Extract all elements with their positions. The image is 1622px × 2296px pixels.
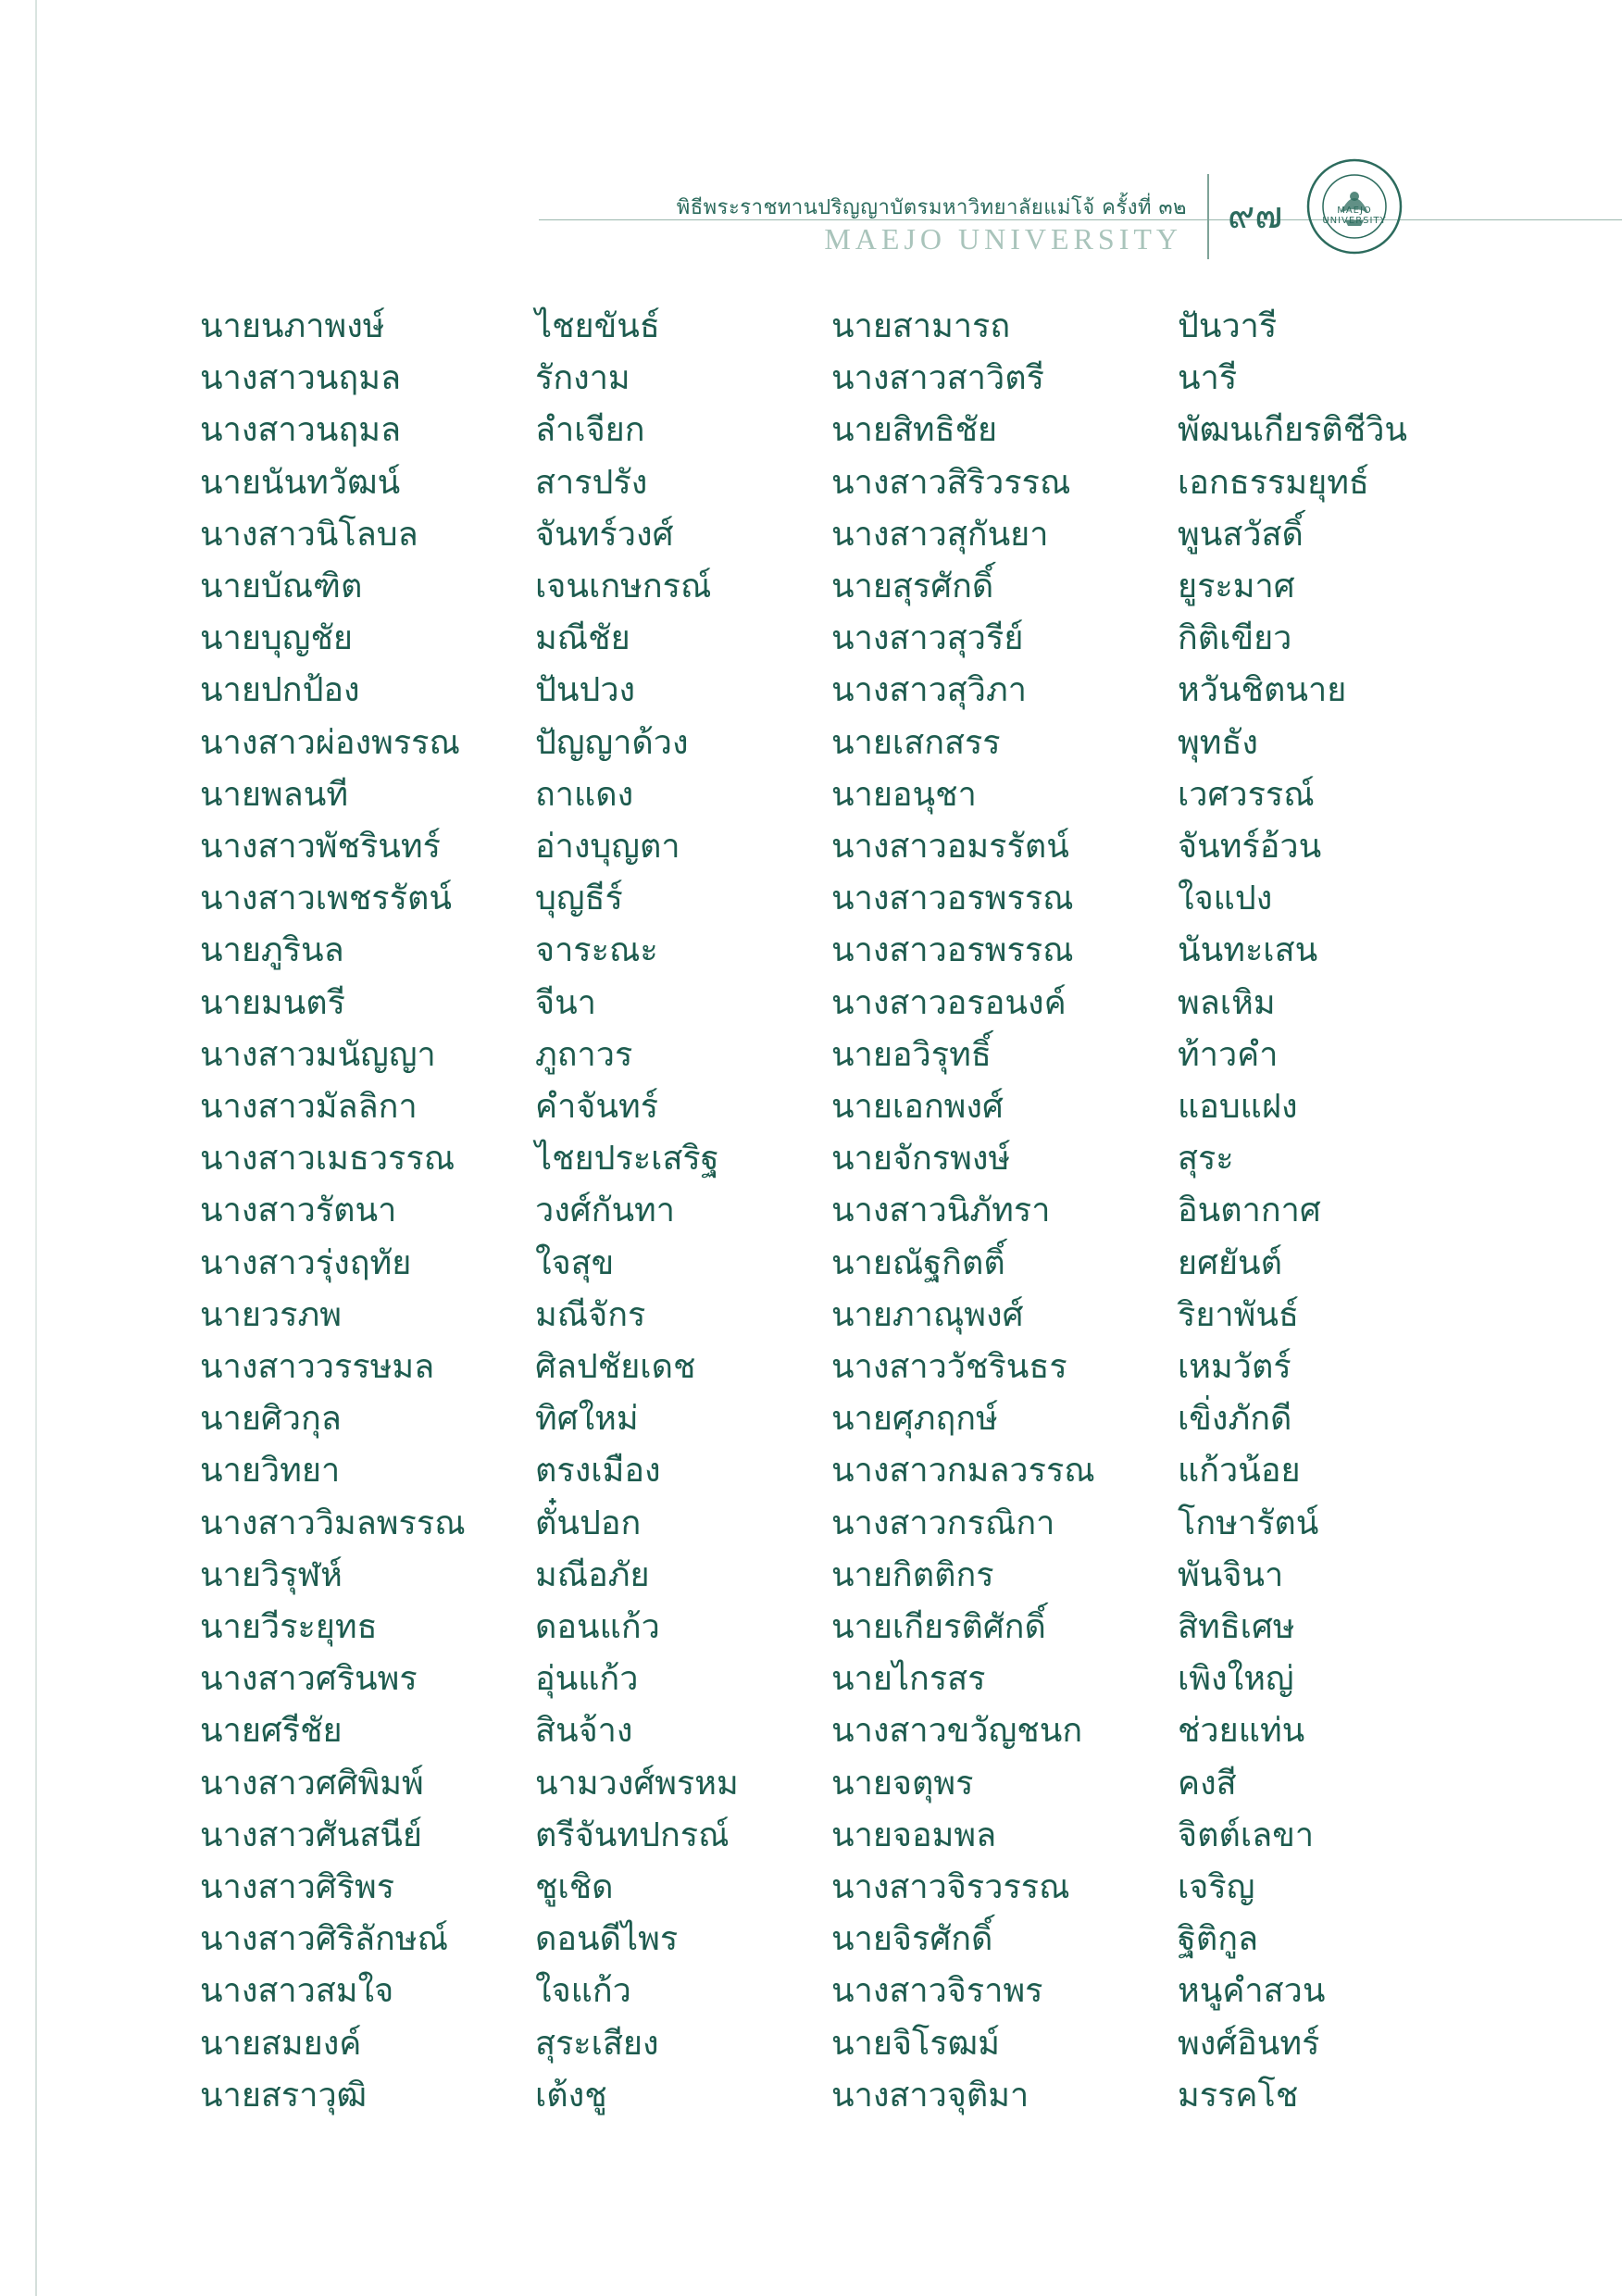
first-name-left: นายวิทยา <box>200 1452 341 1491</box>
surname-left: วงศ์กันทา <box>535 1192 675 1230</box>
surname-right: ยูระมาศ <box>1178 568 1295 605</box>
name-row <box>0 1498 1622 1550</box>
name-row <box>0 613 1622 665</box>
surname-left: ตั๋นปอก <box>535 1504 642 1542</box>
first-name-left: นางสาวศิริลักษณ์ <box>200 1920 448 1959</box>
surname-left: จันทร์วงศ์ <box>535 515 674 554</box>
first-name-left: นายมนตรี <box>200 983 345 1022</box>
first-name-right: นางสาวนิภัทรา <box>831 1192 1051 1230</box>
name-row <box>0 1810 1622 1862</box>
surname-left: ใจสุข <box>535 1243 615 1282</box>
surname-right: ฐิติกูล <box>1178 1920 1259 1959</box>
first-name-left: นายพลนที <box>200 775 349 814</box>
surname-right: กิติเขียว <box>1178 619 1292 658</box>
surname-right: พุทธัง <box>1178 723 1259 762</box>
surname-left: ชูเชิด <box>535 1868 614 1906</box>
first-name-left: นายวิรุฬห์ <box>200 1555 343 1594</box>
surname-left: ภูถาวร <box>535 1035 633 1074</box>
first-name-right: นายไกรสร <box>831 1660 986 1699</box>
first-name-left: นางสาวมัลลิกา <box>200 1088 418 1126</box>
first-name-left: นายปกป้อง <box>200 671 360 710</box>
name-row <box>0 1445 1622 1497</box>
surname-left: สินจ้าง <box>535 1712 633 1751</box>
surname-left: ตรีจันทปกรณ์ <box>535 1816 730 1854</box>
first-name-right: นายจิรศักดิ์ <box>831 1920 993 1959</box>
first-name-left: นายนันทวัฒน์ <box>200 463 401 502</box>
first-name-left: นางสาวสมใจ <box>200 1972 394 2011</box>
surname-left: มณีจักร <box>535 1295 646 1334</box>
surname-right: พงศ์อินทร์ <box>1178 2024 1320 2063</box>
first-name-left: นางสาวเพชรรัตน์ <box>200 880 452 918</box>
surname-left: ลำเจียก <box>535 411 645 450</box>
surname-left: นามวงศ์พรหม <box>535 1764 739 1803</box>
name-row <box>0 561 1622 613</box>
first-name-left: นางสาวศรินพร <box>200 1660 418 1699</box>
first-name-right: นายอนุชา <box>831 775 977 814</box>
seal-caption: MAEJO UNIVERSITY <box>1322 206 1387 226</box>
first-name-left: นางสาววิมลพรรณ <box>200 1504 466 1542</box>
first-name-left: นางสาวเมธวรรณ <box>200 1140 455 1179</box>
first-name-left: นางสาวพัชรินทร์ <box>200 828 441 866</box>
surname-left: รักงาม <box>535 359 630 398</box>
page-number: ๙๗ <box>1228 194 1283 237</box>
name-row <box>0 1185 1622 1237</box>
first-name-right: นายสุรศักดิ์ <box>831 568 994 605</box>
surname-left: สารปรัง <box>535 463 648 502</box>
surname-right: จิตต์เลขา <box>1178 1816 1315 1854</box>
name-row <box>0 925 1622 977</box>
name-row <box>0 1653 1622 1705</box>
first-name-right: นายณัฐกิตติ์ <box>831 1243 1005 1282</box>
name-row <box>0 405 1622 456</box>
surname-left: ดอนดีไพร <box>535 1920 679 1959</box>
name-row <box>0 821 1622 873</box>
first-name-left: นางสาววรรษมล <box>200 1348 435 1386</box>
name-row <box>0 1862 1622 1914</box>
surname-left: ดอนแก้ว <box>535 1608 660 1646</box>
first-name-right: นางสาวกรณิกา <box>831 1504 1055 1542</box>
surname-right: นารี <box>1178 359 1238 398</box>
name-row <box>0 1914 1622 1965</box>
surname-left: ใจแก้ว <box>535 1972 631 2011</box>
first-name-left: นางสาวนฤมล <box>200 359 402 398</box>
first-name-left: นายบัณฑิต <box>200 568 363 605</box>
surname-right: สิทธิเศษ <box>1178 1608 1295 1646</box>
name-row <box>0 1393 1622 1445</box>
surname-left: อ่างบุญตา <box>535 828 680 866</box>
surname-left: ไชยขันธ์ <box>535 307 660 345</box>
first-name-left: นายวีระยุทธ <box>200 1608 378 1646</box>
first-name-left: นางสาวผ่องพรรณ <box>200 723 460 762</box>
name-row <box>0 665 1622 717</box>
first-name-right: นางสาวสุกันยา <box>831 515 1049 554</box>
first-name-right: นางสาวอรอนงค์ <box>831 983 1067 1022</box>
name-row <box>0 769 1622 821</box>
name-row <box>0 1341 1622 1393</box>
first-name-left: นางสาวศันสนีย์ <box>200 1816 422 1854</box>
surname-right: ใจแปง <box>1178 880 1273 918</box>
surname-left: ปัญญาด้วง <box>535 723 689 762</box>
name-row <box>0 1081 1622 1133</box>
surname-right: มรรคโช <box>1178 2076 1299 2115</box>
surname-left: มณีชัย <box>535 619 630 658</box>
surname-left: เจนเกษกรณ์ <box>535 568 712 605</box>
header-title: พิธีพระราชทานปริญญาบัตรมหาวิทยาลัยแม่โจ้ ครั้งที่ ๓๒ <box>676 196 1187 219</box>
name-row <box>0 2070 1622 2122</box>
first-name-right: นางสาวอมรรัตน์ <box>831 828 1069 866</box>
name-row <box>0 1238 1622 1290</box>
surname-right: พันจินา <box>1178 1555 1284 1594</box>
surname-left: ไชยประเสริฐ <box>535 1140 719 1179</box>
surname-right: จันทร์อ้วน <box>1178 828 1322 866</box>
first-name-left: นายบุญชัย <box>200 619 353 658</box>
surname-right: ยศยันต์ <box>1178 1243 1283 1282</box>
header-subtitle: MAEJO UNIVERSITY <box>824 222 1182 256</box>
first-name-right: นายสิทธิชัย <box>831 411 998 450</box>
surname-right: โกษารัตน์ <box>1178 1504 1319 1542</box>
name-row <box>0 301 1622 353</box>
surname-right: เหมวัตร์ <box>1178 1348 1291 1386</box>
surname-left: บุญธีร์ <box>535 880 623 918</box>
name-row <box>0 1133 1622 1185</box>
name-row <box>0 2018 1622 2070</box>
header-rule <box>539 219 1622 220</box>
surname-left: ถาแดง <box>535 775 634 814</box>
first-name-right: นายเอกพงศ์ <box>831 1088 1004 1126</box>
name-row <box>0 1029 1622 1081</box>
first-name-left: นายภูรินล <box>200 931 344 970</box>
surname-right: คงสี <box>1178 1764 1237 1803</box>
surname-left: จีนา <box>535 983 596 1022</box>
name-row <box>0 1758 1622 1810</box>
surname-left: จาระณะ <box>535 931 658 970</box>
first-name-right: นางสาวอรพรรณ <box>831 931 1074 970</box>
first-name-left: นางสาวรัตนา <box>200 1192 397 1230</box>
surname-right: ช่วยแท่น <box>1178 1712 1305 1751</box>
first-name-left: นางสาวรุ่งฤทัย <box>200 1243 412 1282</box>
first-name-right: นางสาวสาวิตรี <box>831 359 1044 398</box>
surname-left: เต้งชู <box>535 2076 607 2115</box>
first-name-right: นายจตุพร <box>831 1764 974 1803</box>
name-row <box>0 873 1622 925</box>
surname-left: มณีอภัย <box>535 1555 650 1594</box>
first-name-right: นางสาวกมลวรรณ <box>831 1452 1095 1491</box>
surname-right: แก้วน้อย <box>1178 1452 1301 1491</box>
surname-right: สุระ <box>1178 1140 1234 1179</box>
first-name-left: นายสราวุฒิ <box>200 2076 368 2115</box>
first-name-right: นางสาวจิราพร <box>831 1972 1043 2011</box>
surname-right: เจริญ <box>1178 1868 1255 1906</box>
surname-right: หวันชิตนาย <box>1178 671 1347 710</box>
first-name-right: นางสาวสุวิภา <box>831 671 1027 710</box>
surname-left: คำจันทร์ <box>535 1088 659 1126</box>
name-row <box>0 978 1622 1029</box>
surname-left: ปันปวง <box>535 671 636 710</box>
first-name-right: นางสาวอรพรรณ <box>831 880 1074 918</box>
first-name-right: นายกิตติกร <box>831 1555 994 1594</box>
surname-right: อินตากาศ <box>1178 1192 1321 1230</box>
first-name-right: นายจักรพงษ์ <box>831 1140 1011 1179</box>
name-row <box>0 1602 1622 1653</box>
first-name-right: นางสาวสุวรีย์ <box>831 619 1024 658</box>
first-name-left: นางสาวมนัญญา <box>200 1035 436 1074</box>
name-row <box>0 1705 1622 1757</box>
surname-left: ศิลปชัยเดช <box>535 1348 696 1386</box>
first-name-right: นางสาวสิริวรรณ <box>831 463 1071 502</box>
first-name-left: นายศรีชัย <box>200 1712 343 1751</box>
first-name-left: นางสาวศิริพร <box>200 1868 395 1906</box>
name-row <box>0 509 1622 561</box>
surname-right: พูนสวัสดิ์ <box>1178 515 1304 554</box>
surname-left: ตรงเมือง <box>535 1452 661 1491</box>
first-name-left: นางสาวศศิพิมพ์ <box>200 1764 424 1803</box>
first-name-right: นายอวิรุทธิ์ <box>831 1035 992 1074</box>
name-row <box>0 1965 1622 2017</box>
first-name-right: นางสาวจิรวรรณ <box>831 1868 1070 1906</box>
surname-right: แอบแฝง <box>1178 1088 1298 1126</box>
surname-left: สุระเสียง <box>535 2024 659 2063</box>
first-name-right: นายเกียรติศักดิ์ <box>831 1608 1046 1646</box>
first-name-left: นายนภาพงษ์ <box>200 307 385 345</box>
surname-right: ริยาพันธ์ <box>1178 1295 1299 1334</box>
first-name-left: นางสาวนิโลบล <box>200 515 418 554</box>
first-name-right: นายจอมพล <box>831 1816 997 1854</box>
surname-left: อุ่นแก้ว <box>535 1660 639 1699</box>
name-row <box>0 1290 1622 1341</box>
first-name-right: นายสามารถ <box>831 307 1011 345</box>
first-name-right: นางสาวจุติมา <box>831 2076 1029 2115</box>
name-row <box>0 718 1622 769</box>
first-name-left: นายศิวกุล <box>200 1400 342 1439</box>
header-divider <box>1207 174 1209 259</box>
surname-right: เขิ่งภักดี <box>1178 1400 1292 1439</box>
name-row <box>0 353 1622 405</box>
name-row <box>0 1550 1622 1602</box>
surname-right: นันทะเสน <box>1178 931 1318 970</box>
surname-left: ทิศใหม่ <box>535 1400 639 1439</box>
first-name-left: นายสมยงค์ <box>200 2024 362 2063</box>
surname-right: ปันวารี <box>1178 307 1278 345</box>
first-name-left: นายวรภพ <box>200 1295 342 1334</box>
surname-right: เพิงใหญ่ <box>1178 1660 1294 1699</box>
surname-right: เวศวรรณ์ <box>1178 775 1315 814</box>
first-name-right: นางสาวขวัญชนก <box>831 1712 1083 1751</box>
surname-right: ท้าวคำ <box>1178 1035 1279 1074</box>
first-name-left: นางสาวนฤมล <box>200 411 402 450</box>
first-name-right: นางสาววัชรินธร <box>831 1348 1067 1386</box>
name-row <box>0 457 1622 509</box>
surname-right: พัฒนเกียรติชีวิน <box>1178 411 1408 450</box>
first-name-right: นายจิโรฒม์ <box>831 2024 1000 2063</box>
surname-right: พลเหิม <box>1178 983 1276 1022</box>
surname-right: หนูคำสวน <box>1178 1972 1326 2011</box>
first-name-right: นายศุภฤกษ์ <box>831 1400 998 1439</box>
first-name-right: นายภาณุพงศ์ <box>831 1295 1024 1334</box>
surname-right: เอกธรรมยุทธ์ <box>1178 463 1369 502</box>
first-name-right: นายเสกสรร <box>831 723 1001 762</box>
